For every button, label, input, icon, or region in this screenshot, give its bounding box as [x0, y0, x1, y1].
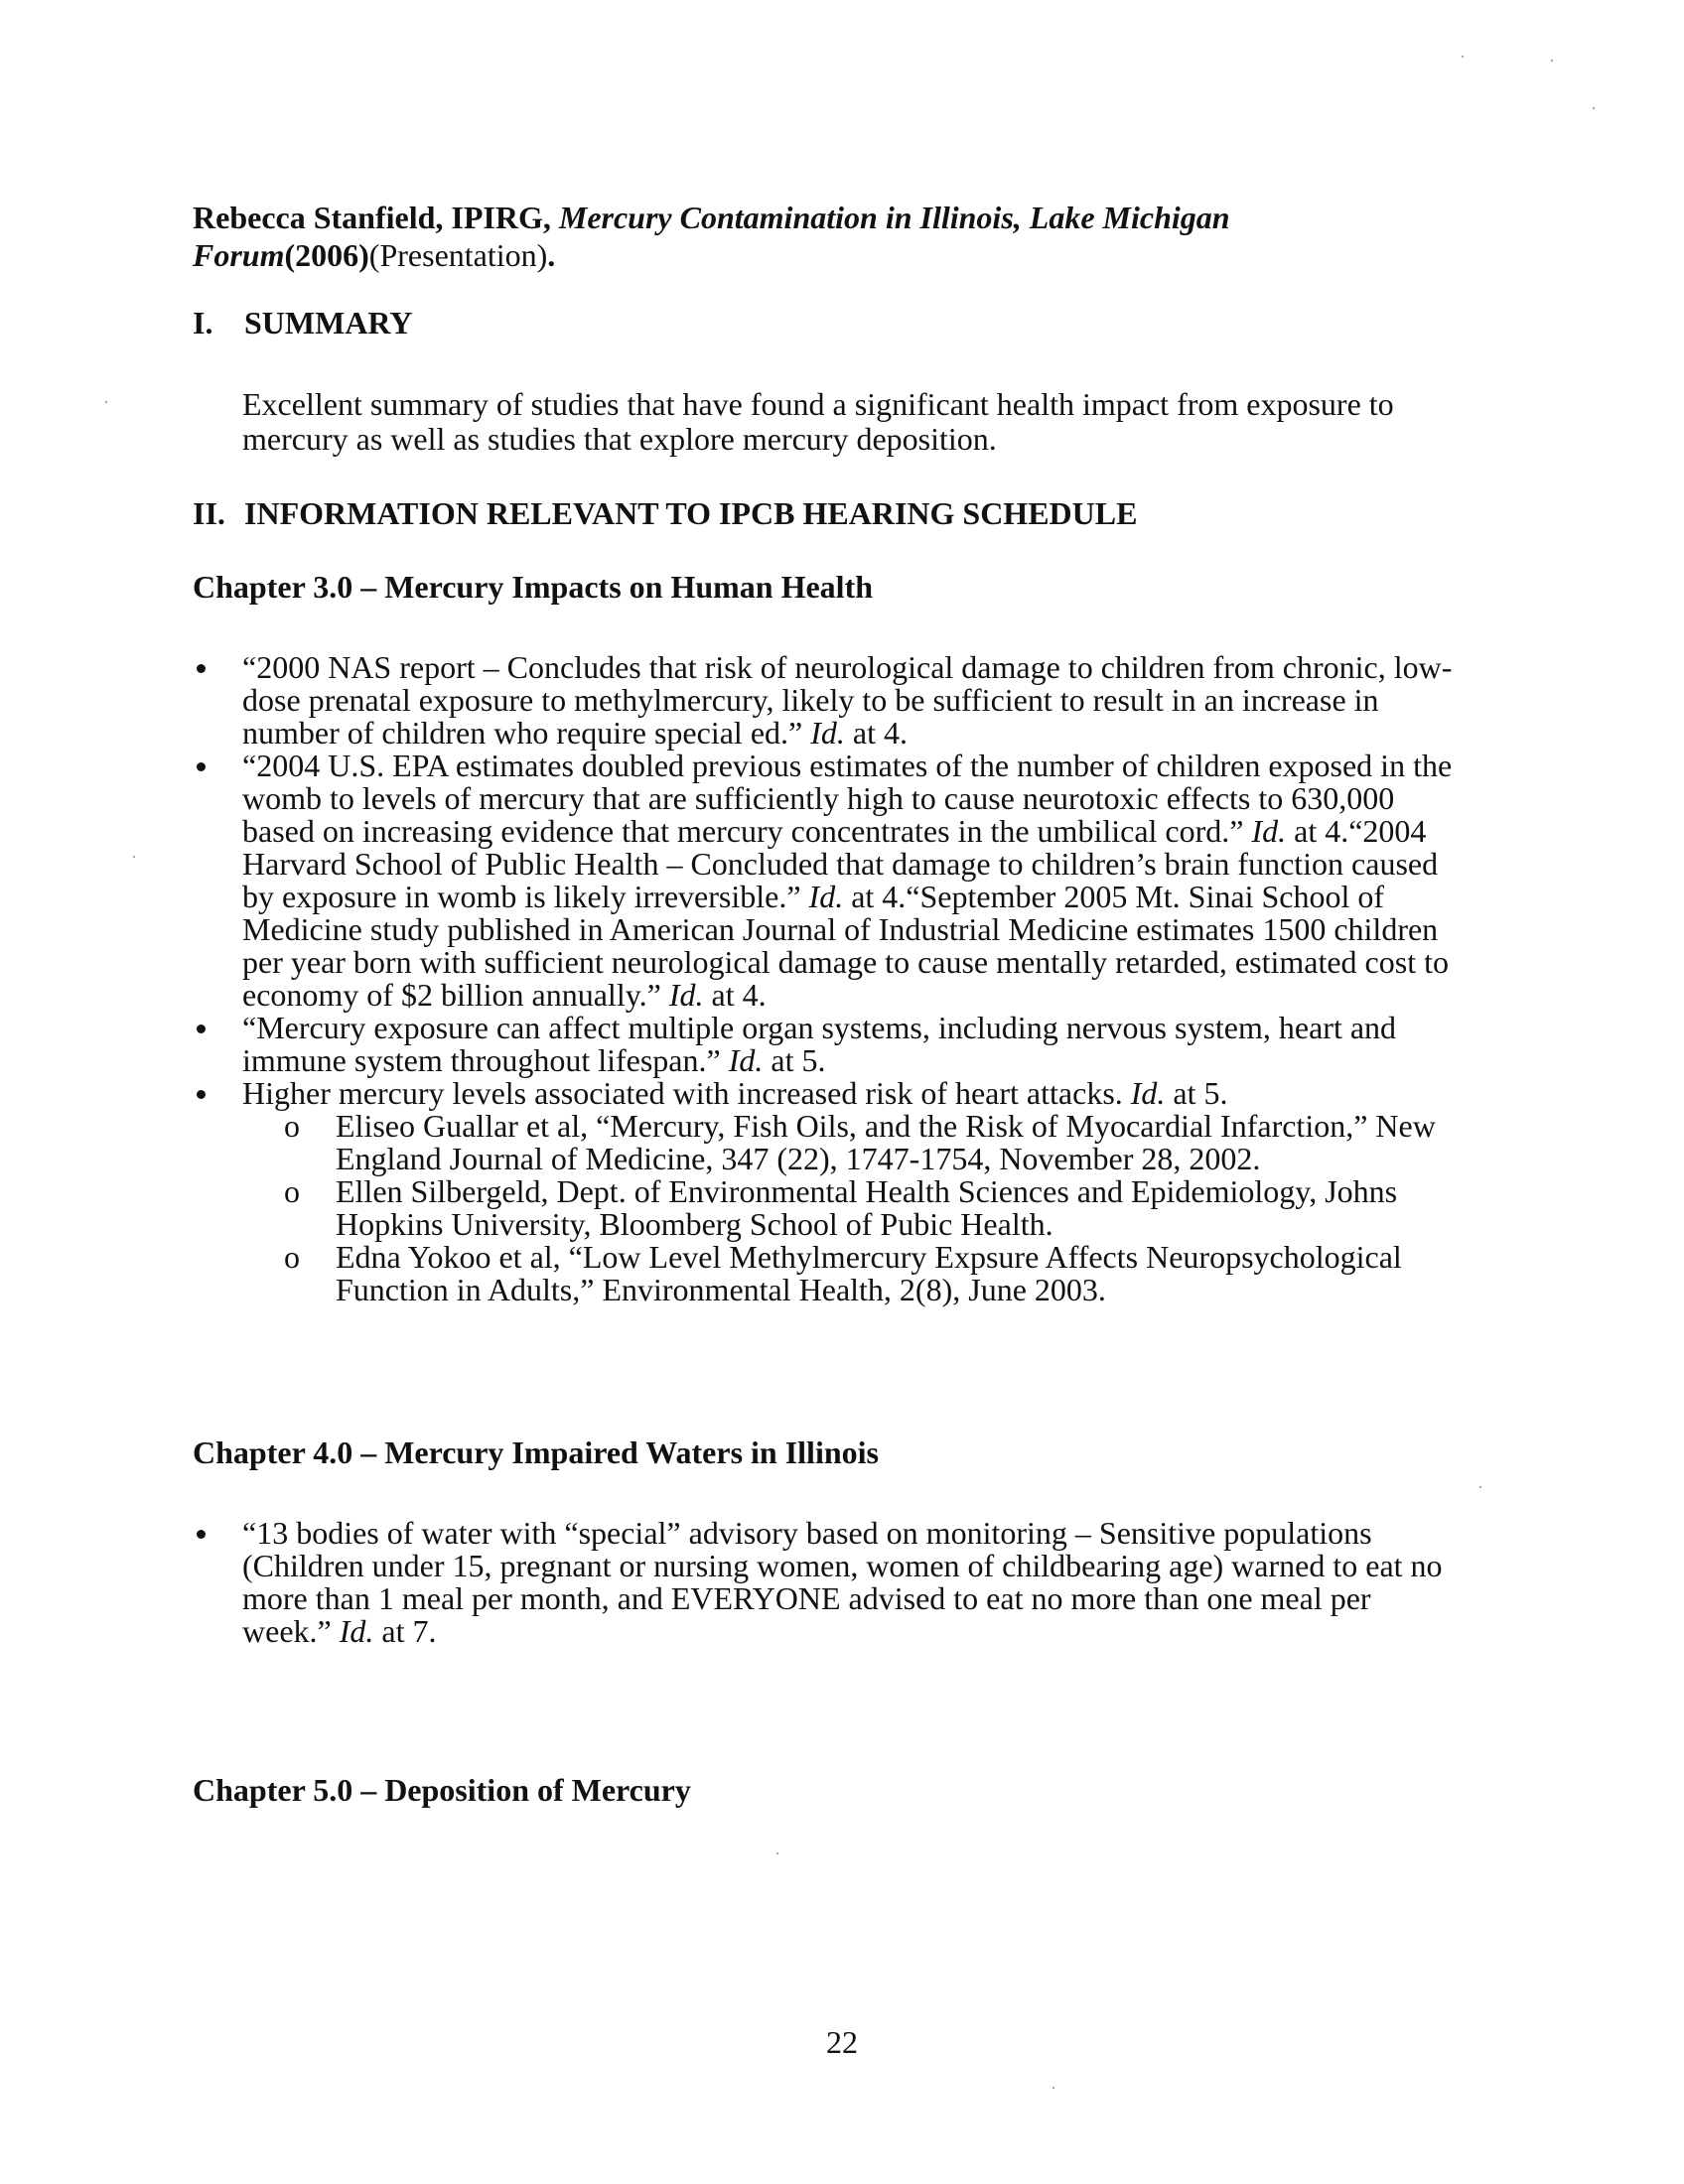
cite-page: at 5. [763, 1042, 826, 1078]
citation-year: (2006) [284, 237, 369, 273]
id-cite: Id. [339, 1613, 374, 1649]
chapter-3-list [193, 651, 1464, 1306]
bullet-text: at 4.“September 2005 Mt. Sinai School of Medicine study published in American Journal of Industrial Medicine estimates 1500 children per year born with sufficient neurological damage to cause mentally retarded, estimated cost to economy of $2 billion annually.” [242, 879, 1449, 1013]
cite-page: at 4. [844, 715, 908, 751]
id-cite: Id. [1251, 813, 1287, 849]
list-item [193, 1012, 1464, 1077]
citation-end: . [547, 237, 556, 273]
list-item [193, 750, 1464, 1012]
list-item [193, 1517, 1464, 1648]
section-relevant-heading [193, 496, 1137, 530]
id-cite: Id. [810, 715, 845, 751]
section-summary-heading [193, 306, 413, 340]
page-number: 22 [826, 2024, 858, 2060]
chapter-4-list [193, 1517, 1464, 1648]
bullet-text: at 4.“2004 Harvard School of Public Health – Concluded that damage to children’s brain function caused by exposure in womb is likely irreversible.” [242, 813, 1439, 914]
sub-list-item: o Eliseo Guallar et al, “Mercury, Fish Oils, and the Risk of Myocardial Infarction,” New England Journal of Medicine, 347 (22), 1747-1754, November 28, 2002. [242, 1110, 1464, 1175]
citation-title: Mercury Contamination in Illinois, Lake Michigan Forum [193, 200, 1230, 273]
bullet-text: “Mercury exposure can affect multiple organ systems, including nervous system, heart and immune system throughout lifespan.” [242, 1010, 1397, 1078]
scan-speck [1479, 1486, 1481, 1488]
scan-speck [1462, 56, 1464, 58]
sub-list [242, 1110, 1464, 1306]
citation-authors: Rebecca Stanfield, IPIRG, [193, 200, 559, 235]
cite-page: at 5. [1165, 1075, 1228, 1111]
cite-page: at 4. [703, 977, 767, 1013]
section-number: II. [193, 495, 225, 531]
id-cite: Id. [728, 1042, 764, 1078]
id-cite: Id. [1130, 1075, 1166, 1111]
chapter-4-heading: Chapter 4.0 – Mercury Impaired Waters in Illinois [193, 1434, 879, 1470]
section-number: I. [193, 305, 213, 341]
chapter-5-heading: Chapter 5.0 – Deposition of Mercury [193, 1772, 691, 1808]
scan-speck [1593, 107, 1595, 109]
scan-speck [776, 1852, 778, 1854]
chapter-3-heading: Chapter 3.0 – Mercury Impacts on Human Health [193, 569, 874, 605]
cite-page: at 7. [373, 1613, 437, 1649]
scan-speck [1551, 60, 1553, 62]
id-cite: Id. [808, 879, 844, 914]
scan-speck [133, 856, 135, 858]
summary-paragraph: Excellent summary of studies that have found a significant health impact from exposure to mercury as well as studies that explore mercury deposition. [242, 386, 1394, 457]
bullet-text: “2000 NAS report – Concludes that risk of neurological damage to children from chronic, low-dose prenatal exposure to methylmercury, likely to be sufficient to result in an increase in number of children who require special ed.” [242, 649, 1453, 751]
scan-speck [105, 401, 107, 403]
sub-list-item: o Ellen Silbergeld, Dept. of Environmental Health Sciences and Epidemiology, Johns Hopkins University, Bloomberg School of Pubic Health. [242, 1175, 1464, 1241]
section-title: INFORMATION RELEVANT TO IPCB HEARING SCHEDULE [244, 495, 1138, 531]
citation [193, 199, 1384, 274]
bullet-text: “2004 U.S. EPA estimates doubled previous estimates of the number of children exposed in the womb to levels of mercury that are sufficiently high to cause neurotoxic effects to 630,000 based on increasing evidence that mercury concentrates in the umbilical cord.” [242, 748, 1453, 849]
list-item [193, 1077, 1464, 1306]
list-item [193, 651, 1464, 750]
citation-type: (Presentation) [368, 237, 548, 273]
section-title: SUMMARY [244, 305, 413, 341]
scan-speck [1052, 2087, 1054, 2089]
bullet-text: “13 bodies of water with “special” advisory based on monitoring – Sensitive populations (Children under 15, pregnant or nursing women, women of childbearing age) warned to eat no more than 1 meal per month, and EVERYONE advised to eat no more than one meal per week.” [242, 1515, 1443, 1649]
bullet-text: Higher mercury levels associated with increased risk of heart attacks. [242, 1075, 1131, 1111]
id-cite: Id. [668, 977, 704, 1013]
sub-list-item: o Edna Yokoo et al, “Low Level Methylmercury Expsure Affects Neuropsychological Function in Adults,” Environmental Health, 2(8), June 2003. [242, 1241, 1464, 1306]
